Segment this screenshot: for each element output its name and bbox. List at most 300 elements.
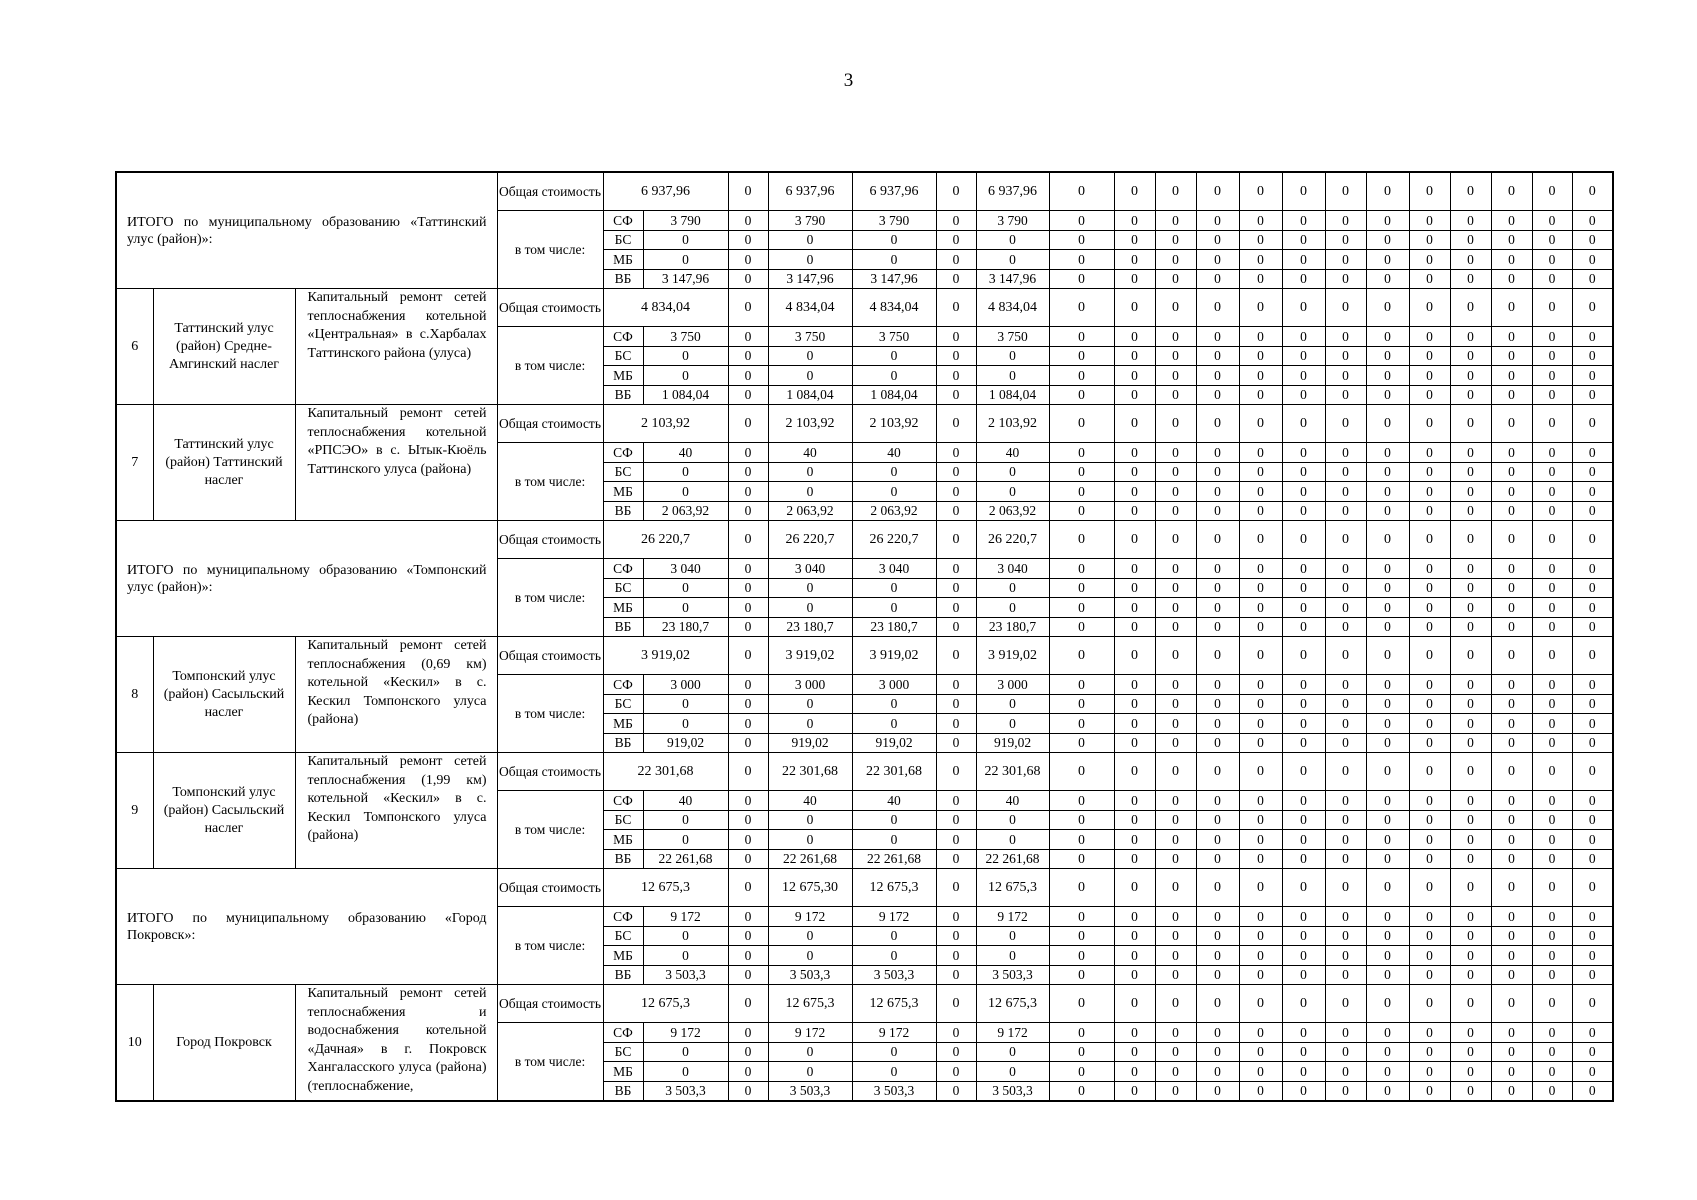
including-label: в том числе:: [497, 1023, 603, 1102]
value-cell: 3 750: [768, 327, 852, 347]
zero-cell: 0: [1366, 869, 1409, 907]
value-cell: 0: [936, 675, 976, 695]
value-cell: 3 919,02: [768, 637, 852, 675]
zero-cell: 0: [1239, 849, 1282, 869]
value-cell: 12 675,3: [976, 869, 1049, 907]
zero-cell: 0: [1325, 385, 1366, 405]
zero-cell: 0: [1366, 443, 1409, 463]
value-cell: 0: [852, 578, 936, 598]
zero-cell: 0: [1114, 250, 1155, 270]
value-cell: 12 675,3: [852, 985, 936, 1023]
value-cell: 6 937,96: [852, 172, 936, 211]
value-cell: 3 040: [976, 559, 1049, 579]
zero-cell: 0: [1239, 405, 1282, 443]
zero-cell: 0: [1196, 501, 1239, 521]
zero-cell: 0: [1450, 869, 1491, 907]
zero-cell: 0: [1196, 211, 1239, 231]
zero-cell: 0: [1366, 714, 1409, 734]
value-cell: 9 172: [976, 907, 1049, 927]
value-cell: 0: [976, 346, 1049, 366]
value-cell: 0: [936, 926, 976, 946]
zero-cell: 0: [1282, 172, 1325, 211]
zero-cell: 0: [1155, 733, 1196, 753]
value-cell: 0: [936, 1081, 976, 1101]
zero-cell: 0: [1325, 327, 1366, 347]
zero-cell: 0: [1491, 269, 1532, 289]
zero-cell: 0: [1450, 714, 1491, 734]
value-cell: 40: [768, 443, 852, 463]
value-cell: 0: [936, 443, 976, 463]
value-cell: 2 103,92: [976, 405, 1049, 443]
zero-cell: 0: [1366, 405, 1409, 443]
zero-cell: 0: [1049, 385, 1114, 405]
value-cell: 40: [643, 791, 728, 811]
zero-cell: 0: [1366, 289, 1409, 327]
value-cell: 22 261,68: [976, 849, 1049, 869]
zero-cell: 0: [1532, 637, 1572, 675]
zero-cell: 0: [1491, 1042, 1532, 1062]
value-cell: 0: [936, 637, 976, 675]
zero-cell: 0: [1155, 289, 1196, 327]
zero-cell: 0: [1239, 791, 1282, 811]
value-cell: 0: [852, 1042, 936, 1062]
fund-code: СФ: [603, 791, 643, 811]
value-cell: 0: [852, 462, 936, 482]
zero-cell: 0: [1282, 810, 1325, 830]
value-cell: 0: [643, 694, 728, 714]
zero-cell: 0: [1114, 521, 1155, 559]
value-cell: 0: [728, 869, 768, 907]
zero-cell: 0: [1282, 211, 1325, 231]
zero-cell: 0: [1239, 810, 1282, 830]
value-cell: 0: [768, 250, 852, 270]
zero-cell: 0: [1366, 482, 1409, 502]
value-cell: 0: [936, 462, 976, 482]
zero-cell: 0: [1325, 714, 1366, 734]
zero-cell: 0: [1409, 869, 1450, 907]
zero-cell: 0: [1239, 462, 1282, 482]
value-cell: 0: [936, 482, 976, 502]
zero-cell: 0: [1572, 346, 1613, 366]
zero-cell: 0: [1532, 733, 1572, 753]
zero-cell: 0: [1491, 1023, 1532, 1043]
value-cell: 3 790: [768, 211, 852, 231]
zero-cell: 0: [1325, 578, 1366, 598]
zero-cell: 0: [1196, 791, 1239, 811]
value-cell: 9 172: [852, 1023, 936, 1043]
zero-cell: 0: [1409, 559, 1450, 579]
zero-cell: 0: [1366, 269, 1409, 289]
zero-cell: 0: [1325, 559, 1366, 579]
fund-code: ВБ: [603, 965, 643, 985]
zero-cell: 0: [1532, 598, 1572, 618]
zero-cell: 0: [1114, 172, 1155, 211]
zero-cell: 0: [1196, 462, 1239, 482]
zero-cell: 0: [1409, 1042, 1450, 1062]
zero-cell: 0: [1491, 1081, 1532, 1101]
zero-cell: 0: [1282, 405, 1325, 443]
zero-cell: 0: [1532, 346, 1572, 366]
zero-cell: 0: [1196, 637, 1239, 675]
zero-cell: 0: [1196, 965, 1239, 985]
value-cell: 40: [643, 443, 728, 463]
value-cell: 2 063,92: [768, 501, 852, 521]
zero-cell: 0: [1155, 172, 1196, 211]
item-number: 10: [116, 985, 153, 1102]
zero-cell: 0: [1450, 791, 1491, 811]
zero-cell: 0: [1049, 346, 1114, 366]
zero-cell: 0: [1450, 637, 1491, 675]
value-cell: 0: [728, 482, 768, 502]
zero-cell: 0: [1491, 211, 1532, 231]
zero-cell: 0: [1532, 289, 1572, 327]
zero-cell: 0: [1409, 443, 1450, 463]
zero-cell: 0: [1282, 907, 1325, 927]
item-number: 7: [116, 405, 153, 521]
value-cell: 0: [728, 172, 768, 211]
zero-cell: 0: [1155, 869, 1196, 907]
zero-cell: 0: [1049, 443, 1114, 463]
zero-cell: 0: [1114, 501, 1155, 521]
including-label: в том числе:: [497, 675, 603, 753]
zero-cell: 0: [1155, 830, 1196, 850]
zero-cell: 0: [1572, 250, 1613, 270]
value-cell: 0: [728, 598, 768, 618]
zero-cell: 0: [1282, 637, 1325, 675]
value-cell: 0: [936, 172, 976, 211]
value-cell: 0: [768, 714, 852, 734]
zero-cell: 0: [1155, 385, 1196, 405]
zero-cell: 0: [1155, 1042, 1196, 1062]
value-cell: 0: [728, 1062, 768, 1082]
including-label: в том числе:: [497, 791, 603, 869]
zero-cell: 0: [1366, 346, 1409, 366]
zero-cell: 0: [1409, 849, 1450, 869]
value-cell: 22 301,68: [852, 753, 936, 791]
value-cell: 4 834,04: [768, 289, 852, 327]
value-cell: 0: [936, 269, 976, 289]
zero-cell: 0: [1196, 985, 1239, 1023]
zero-cell: 0: [1239, 346, 1282, 366]
zero-cell: 0: [1491, 849, 1532, 869]
zero-cell: 0: [1282, 230, 1325, 250]
zero-cell: 0: [1409, 346, 1450, 366]
zero-cell: 0: [1572, 849, 1613, 869]
total-label: ИТОГО по муниципальному образованию «Томпонский улус (район)»:: [116, 521, 497, 637]
zero-cell: 0: [1239, 714, 1282, 734]
value-cell: 0: [728, 907, 768, 927]
zero-cell: 0: [1282, 250, 1325, 270]
zero-cell: 0: [1282, 985, 1325, 1023]
zero-cell: 0: [1114, 675, 1155, 695]
zero-cell: 0: [1325, 1081, 1366, 1101]
zero-cell: 0: [1049, 211, 1114, 231]
zero-cell: 0: [1114, 926, 1155, 946]
value-cell: 4 834,04: [603, 289, 728, 327]
zero-cell: 0: [1196, 675, 1239, 695]
zero-cell: 0: [1325, 211, 1366, 231]
zero-cell: 0: [1532, 946, 1572, 966]
zero-cell: 0: [1114, 753, 1155, 791]
zero-cell: 0: [1049, 869, 1114, 907]
fund-code: БС: [603, 346, 643, 366]
zero-cell: 0: [1196, 753, 1239, 791]
value-cell: 0: [936, 753, 976, 791]
zero-cell: 0: [1450, 617, 1491, 637]
zero-cell: 0: [1532, 926, 1572, 946]
value-cell: 22 301,68: [603, 753, 728, 791]
zero-cell: 0: [1114, 1062, 1155, 1082]
value-cell: 9 172: [852, 907, 936, 927]
value-cell: 3 000: [768, 675, 852, 695]
zero-cell: 0: [1450, 907, 1491, 927]
zero-cell: 0: [1325, 1042, 1366, 1062]
zero-cell: 0: [1532, 1081, 1572, 1101]
value-cell: 0: [768, 946, 852, 966]
zero-cell: 0: [1155, 366, 1196, 386]
zero-cell: 0: [1114, 1081, 1155, 1101]
zero-cell: 0: [1155, 985, 1196, 1023]
general-cost-label: Общая стоимость: [497, 637, 603, 675]
item-location: Таттинский улус (район) Таттинский наслег: [153, 405, 295, 521]
zero-cell: 0: [1532, 559, 1572, 579]
fund-code: МБ: [603, 366, 643, 386]
value-cell: 0: [728, 675, 768, 695]
zero-cell: 0: [1114, 791, 1155, 811]
fund-code: БС: [603, 462, 643, 482]
zero-cell: 0: [1049, 830, 1114, 850]
zero-cell: 0: [1155, 617, 1196, 637]
zero-cell: 0: [1282, 869, 1325, 907]
value-cell: 0: [768, 598, 852, 618]
zero-cell: 0: [1366, 1042, 1409, 1062]
value-cell: 0: [728, 346, 768, 366]
zero-cell: 0: [1572, 830, 1613, 850]
zero-cell: 0: [1409, 172, 1450, 211]
zero-cell: 0: [1532, 578, 1572, 598]
value-cell: 12 675,3: [768, 985, 852, 1023]
value-cell: 0: [728, 250, 768, 270]
zero-cell: 0: [1239, 521, 1282, 559]
zero-cell: 0: [1450, 849, 1491, 869]
zero-cell: 0: [1114, 1042, 1155, 1062]
zero-cell: 0: [1366, 617, 1409, 637]
value-cell: 0: [643, 926, 728, 946]
value-cell: 0: [976, 578, 1049, 598]
zero-cell: 0: [1491, 405, 1532, 443]
zero-cell: 0: [1572, 230, 1613, 250]
zero-cell: 0: [1114, 366, 1155, 386]
zero-cell: 0: [1155, 753, 1196, 791]
value-cell: 0: [936, 501, 976, 521]
zero-cell: 0: [1409, 830, 1450, 850]
zero-cell: 0: [1155, 443, 1196, 463]
zero-cell: 0: [1325, 443, 1366, 463]
zero-cell: 0: [1239, 230, 1282, 250]
zero-cell: 0: [1572, 810, 1613, 830]
zero-cell: 0: [1239, 327, 1282, 347]
zero-cell: 0: [1409, 521, 1450, 559]
zero-cell: 0: [1572, 753, 1613, 791]
value-cell: 0: [728, 366, 768, 386]
zero-cell: 0: [1572, 559, 1613, 579]
zero-cell: 0: [1366, 521, 1409, 559]
zero-cell: 0: [1282, 559, 1325, 579]
zero-cell: 0: [1196, 830, 1239, 850]
zero-cell: 0: [1572, 366, 1613, 386]
zero-cell: 0: [1532, 985, 1572, 1023]
zero-cell: 0: [1532, 1023, 1572, 1043]
value-cell: 6 937,96: [976, 172, 1049, 211]
zero-cell: 0: [1196, 733, 1239, 753]
value-cell: 3 000: [852, 675, 936, 695]
zero-cell: 0: [1450, 269, 1491, 289]
value-cell: 0: [936, 1062, 976, 1082]
zero-cell: 0: [1409, 907, 1450, 927]
zero-cell: 0: [1409, 946, 1450, 966]
zero-cell: 0: [1409, 714, 1450, 734]
zero-cell: 0: [1532, 211, 1572, 231]
value-cell: 3 503,3: [643, 965, 728, 985]
zero-cell: 0: [1282, 1062, 1325, 1082]
zero-cell: 0: [1049, 172, 1114, 211]
value-cell: 0: [976, 366, 1049, 386]
zero-cell: 0: [1409, 578, 1450, 598]
item-description: Капитальный ремонт сетей теплоснабжения (1,99 км) котельной «Кескил» в с. Кескил Томпонского улуса (района): [295, 753, 497, 869]
zero-cell: 0: [1282, 849, 1325, 869]
value-cell: 12 675,3: [603, 869, 728, 907]
fund-code: МБ: [603, 714, 643, 734]
zero-cell: 0: [1155, 462, 1196, 482]
zero-cell: 0: [1239, 559, 1282, 579]
including-label: в том числе:: [497, 443, 603, 521]
zero-cell: 0: [1239, 907, 1282, 927]
value-cell: 3 503,3: [852, 1081, 936, 1101]
zero-cell: 0: [1282, 366, 1325, 386]
value-cell: 40: [976, 443, 1049, 463]
value-cell: 3 040: [768, 559, 852, 579]
zero-cell: 0: [1325, 869, 1366, 907]
fund-code: СФ: [603, 907, 643, 927]
zero-cell: 0: [1282, 946, 1325, 966]
value-cell: 0: [976, 926, 1049, 946]
zero-cell: 0: [1572, 985, 1613, 1023]
zero-cell: 0: [1532, 482, 1572, 502]
zero-cell: 0: [1450, 985, 1491, 1023]
zero-cell: 0: [1450, 405, 1491, 443]
zero-cell: 0: [1114, 327, 1155, 347]
zero-cell: 0: [1239, 869, 1282, 907]
zero-cell: 0: [1572, 869, 1613, 907]
zero-cell: 0: [1491, 694, 1532, 714]
value-cell: 0: [852, 714, 936, 734]
value-cell: 0: [852, 694, 936, 714]
zero-cell: 0: [1491, 985, 1532, 1023]
value-cell: 0: [936, 733, 976, 753]
zero-cell: 0: [1409, 753, 1450, 791]
zero-cell: 0: [1239, 250, 1282, 270]
value-cell: 0: [852, 482, 936, 502]
zero-cell: 0: [1049, 733, 1114, 753]
value-cell: 1 084,04: [643, 385, 728, 405]
zero-cell: 0: [1114, 346, 1155, 366]
fund-code: СФ: [603, 559, 643, 579]
value-cell: 0: [728, 462, 768, 482]
value-cell: 0: [728, 559, 768, 579]
zero-cell: 0: [1572, 946, 1613, 966]
value-cell: 0: [976, 1062, 1049, 1082]
zero-cell: 0: [1366, 830, 1409, 850]
value-cell: 0: [852, 830, 936, 850]
zero-cell: 0: [1049, 965, 1114, 985]
zero-cell: 0: [1155, 211, 1196, 231]
zero-cell: 0: [1491, 578, 1532, 598]
value-cell: 3 919,02: [852, 637, 936, 675]
value-cell: 0: [976, 714, 1049, 734]
zero-cell: 0: [1450, 289, 1491, 327]
zero-cell: 0: [1196, 289, 1239, 327]
zero-cell: 0: [1409, 637, 1450, 675]
zero-cell: 0: [1155, 230, 1196, 250]
item-row: [116, 637, 1613, 675]
value-cell: 3 750: [976, 327, 1049, 347]
value-cell: 9 172: [768, 1023, 852, 1043]
zero-cell: 0: [1049, 946, 1114, 966]
zero-cell: 0: [1155, 250, 1196, 270]
zero-cell: 0: [1409, 965, 1450, 985]
item-row: [116, 753, 1613, 791]
fund-code: ВБ: [603, 385, 643, 405]
zero-cell: 0: [1239, 965, 1282, 985]
zero-cell: 0: [1282, 462, 1325, 482]
value-cell: 0: [768, 482, 852, 502]
zero-cell: 0: [1532, 405, 1572, 443]
zero-cell: 0: [1409, 250, 1450, 270]
zero-cell: 0: [1532, 1062, 1572, 1082]
item-number: 8: [116, 637, 153, 753]
value-cell: 22 261,68: [852, 849, 936, 869]
zero-cell: 0: [1572, 462, 1613, 482]
zero-cell: 0: [1491, 1062, 1532, 1082]
zero-cell: 0: [1450, 965, 1491, 985]
value-cell: 0: [768, 926, 852, 946]
zero-cell: 0: [1155, 1023, 1196, 1043]
total-row: [116, 172, 1613, 211]
zero-cell: 0: [1450, 211, 1491, 231]
fund-code: МБ: [603, 830, 643, 850]
zero-cell: 0: [1114, 617, 1155, 637]
value-cell: 0: [976, 230, 1049, 250]
zero-cell: 0: [1239, 985, 1282, 1023]
value-cell: 2 063,92: [976, 501, 1049, 521]
value-cell: 22 261,68: [643, 849, 728, 869]
zero-cell: 0: [1450, 172, 1491, 211]
zero-cell: 0: [1114, 830, 1155, 850]
zero-cell: 0: [1196, 405, 1239, 443]
zero-cell: 0: [1450, 926, 1491, 946]
zero-cell: 0: [1155, 327, 1196, 347]
value-cell: 1 084,04: [852, 385, 936, 405]
fund-code: ВБ: [603, 1081, 643, 1101]
zero-cell: 0: [1049, 250, 1114, 270]
zero-cell: 0: [1491, 714, 1532, 734]
zero-cell: 0: [1409, 462, 1450, 482]
zero-cell: 0: [1450, 598, 1491, 618]
zero-cell: 0: [1196, 810, 1239, 830]
including-label: в том числе:: [497, 327, 603, 405]
zero-cell: 0: [1049, 714, 1114, 734]
zero-cell: 0: [1325, 366, 1366, 386]
